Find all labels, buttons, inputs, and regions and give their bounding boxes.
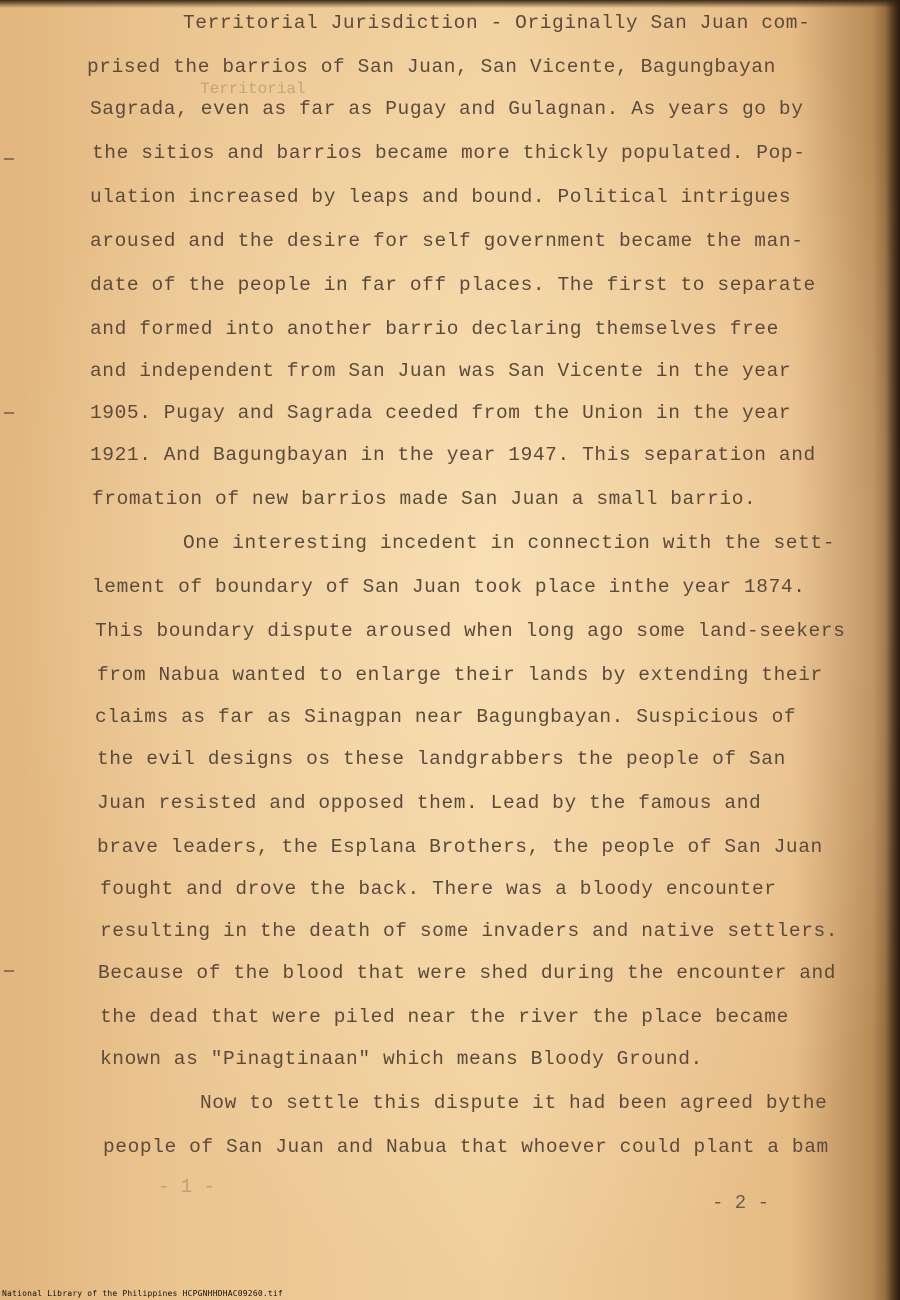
- text-line: 1921. And Bagungbayan in the year 1947. This separation and: [90, 444, 816, 466]
- text-line: date of the people in far off places. The first to separate: [90, 274, 816, 296]
- text-line: Now to settle this dispute it had been agreed bythe: [200, 1092, 828, 1114]
- page-right-edge: [886, 0, 900, 1300]
- text-line: fromation of new barrios made San Juan a small barrio.: [92, 488, 757, 510]
- text-line: and independent from San Juan was San Vicente in the year: [90, 360, 792, 382]
- text-line: claims as far as Sinagpan near Bagungbayan. Suspicious of: [95, 706, 797, 728]
- text-line: Juan resisted and opposed them. Lead by the famous and: [97, 792, 762, 814]
- text-line: Sagrada, even as far as Pugay and Gulagnan. As years go by: [90, 98, 804, 120]
- text-line: 1905. Pugay and Sagrada ceeded from the Union in the year: [90, 402, 792, 424]
- text-line: known as "Pinagtinaan" which means Bloody Ground.: [100, 1048, 703, 1070]
- text-line: the evil designs os these landgrabbers the people of San: [97, 748, 786, 770]
- text-line: ulation increased by leaps and bound. Political intrigues: [90, 186, 792, 208]
- page-number-faint: - 1 -: [158, 1176, 216, 1198]
- text-line: people of San Juan and Nabua that whoever could plant a bam: [103, 1136, 829, 1158]
- text-line: the dead that were piled near the river the place became: [100, 1006, 789, 1028]
- margin-mark: [4, 412, 14, 414]
- text-line: resulting in the death of some invaders and native settlers.: [100, 920, 839, 942]
- text-line: One interesting incedent in connection with the sett-: [183, 532, 836, 554]
- text-line: prised the barrios of San Juan, San Vicente, Bagungbayan: [87, 56, 776, 78]
- text-line: This boundary dispute aroused when long ago some land-seekers: [95, 620, 846, 642]
- margin-mark: [4, 158, 14, 160]
- page-top-edge: [0, 0, 900, 8]
- text-line: Because of the blood that were shed during the encounter and: [98, 962, 837, 984]
- text-line: from Nabua wanted to enlarge their lands by extending their: [97, 664, 823, 686]
- archive-footer: National Library of the Philippines HCPGNHHDHAC09260.tif: [2, 1289, 283, 1298]
- text-line: aroused and the desire for self government became the man-: [90, 230, 804, 252]
- text-line: and formed into another barrio declaring themselves free: [90, 318, 779, 340]
- text-line: fought and drove the back. There was a bloody encounter: [100, 878, 777, 900]
- text-line: brave leaders, the Esplana Brothers, the people of San Juan: [97, 836, 823, 858]
- text-line: lement of boundary of San Juan took place inthe year 1874.: [92, 576, 806, 598]
- text-line: the sitios and barrios became more thickly populated. Pop-: [92, 142, 806, 164]
- margin-mark: [4, 970, 14, 972]
- bleed-through-text: Territorial: [200, 80, 306, 98]
- page-number: - 2 -: [712, 1192, 770, 1214]
- text-line: Territorial Jurisdiction - Originally San Juan com-: [183, 12, 811, 34]
